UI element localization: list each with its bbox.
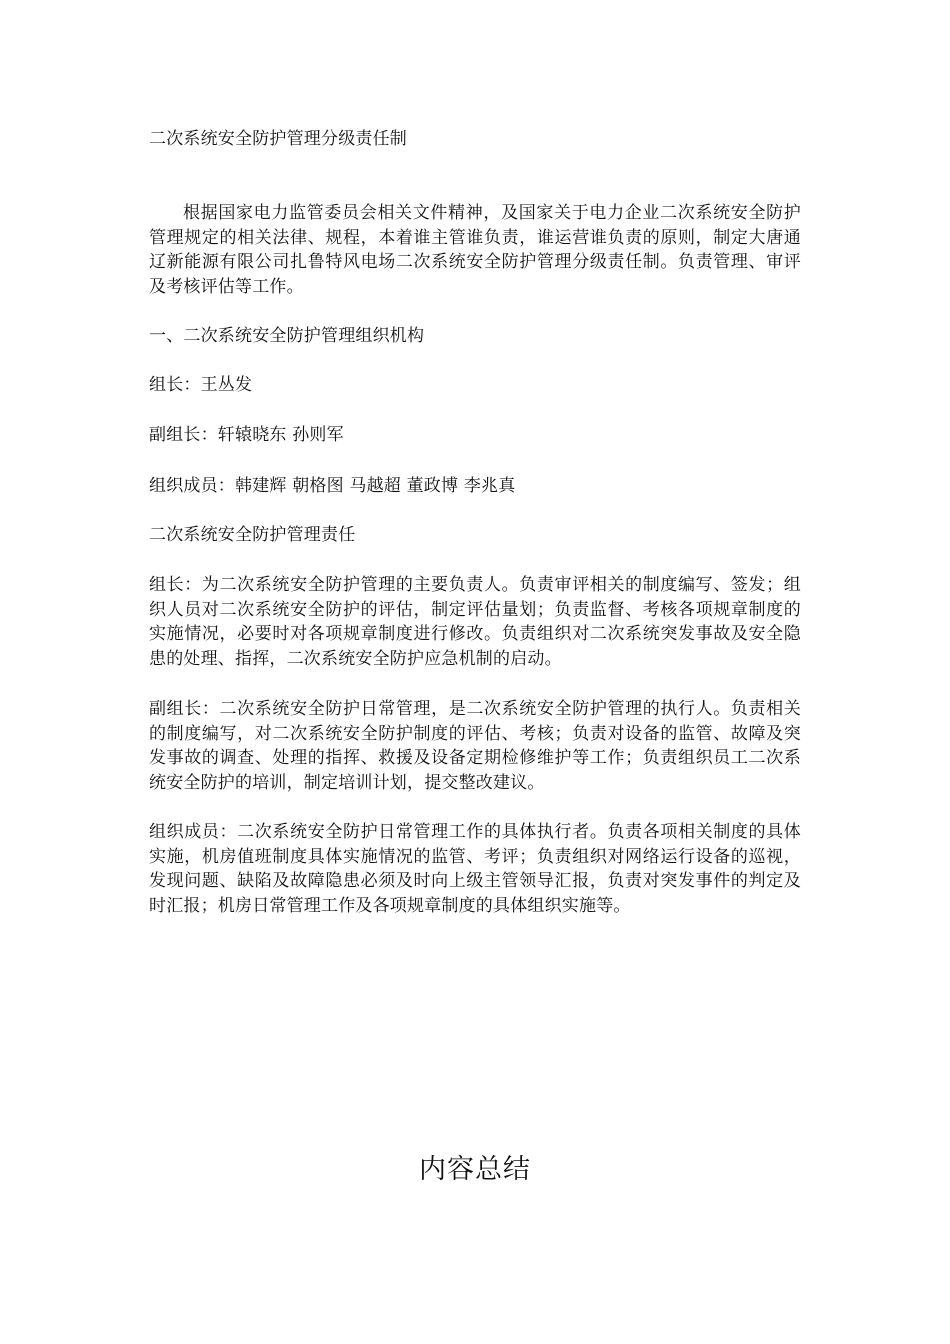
summary-title: 内容总结 [419, 1154, 531, 1185]
leader-duty-paragraph: 组长：为二次系统安全防护管理的主要负责人。负责审评相关的制度编写、签发；组织人员对二次系统安全防护的评估，制定评估量划；负责监督、考核各项规章制度的实施情况，必要时对各项规章制度进行修改。负责组织对二次系统突发事故及安全隐患的处理、指挥，二次系统安全防护应急机制的启动。 [149, 575, 801, 669]
intro-paragraph: 根据国家电力监管委员会相关文件精神，及国家关于电力企业二次系统安全防护管理规定的相关法律、规程，本着谁主管谁负责，谁运营谁负责的原则，制定大唐通辽新能源有限公司扎鲁特风电场二次系统安全防护管理分级责任制。负责管理、审评及考核评估等工作。 [149, 203, 801, 297]
team-leader-line: 组长：王丛发 [149, 375, 253, 395]
members-duty-paragraph: 组织成员：二次系统安全防护日常管理工作的具体执行者。负责各项相关制度的具体实施，机房值班制度具体实施情况的监管、考评；负责组织对网络运行设备的巡视，发现问题、缺陷及故障隐患必须及时向上级主管领导汇报，负责对突发事件的判定及时汇报；机房日常管理工作及各项规章制度的具体组织实施等。 [149, 822, 801, 916]
document-title: 二次系统安全防护管理分级责任制 [149, 129, 407, 149]
section-heading-organization: 一、二次系统安全防护管理组织机构 [149, 326, 425, 346]
team-members-line: 组织成员：韩建辉 朝格图 马越超 董政博 李兆真 [149, 476, 516, 496]
deputy-leaders-line: 副组长：轩辕晓东 孙则军 [149, 425, 344, 445]
deputy-duty-paragraph: 副组长：二次系统安全防护日常管理，是二次系统安全防护管理的执行人。负责相关的制度编写，对二次系统安全防护制度的评估、考核；负责对设备的监管、故障及突发事故的调查、处理的指挥、救援及设备定期检修维护等工作；负责组织员工二次系统安全防护的培训，制定培训计划，提交整改建议。 [149, 699, 801, 793]
responsibility-heading: 二次系统安全防护管理责任 [149, 525, 356, 545]
